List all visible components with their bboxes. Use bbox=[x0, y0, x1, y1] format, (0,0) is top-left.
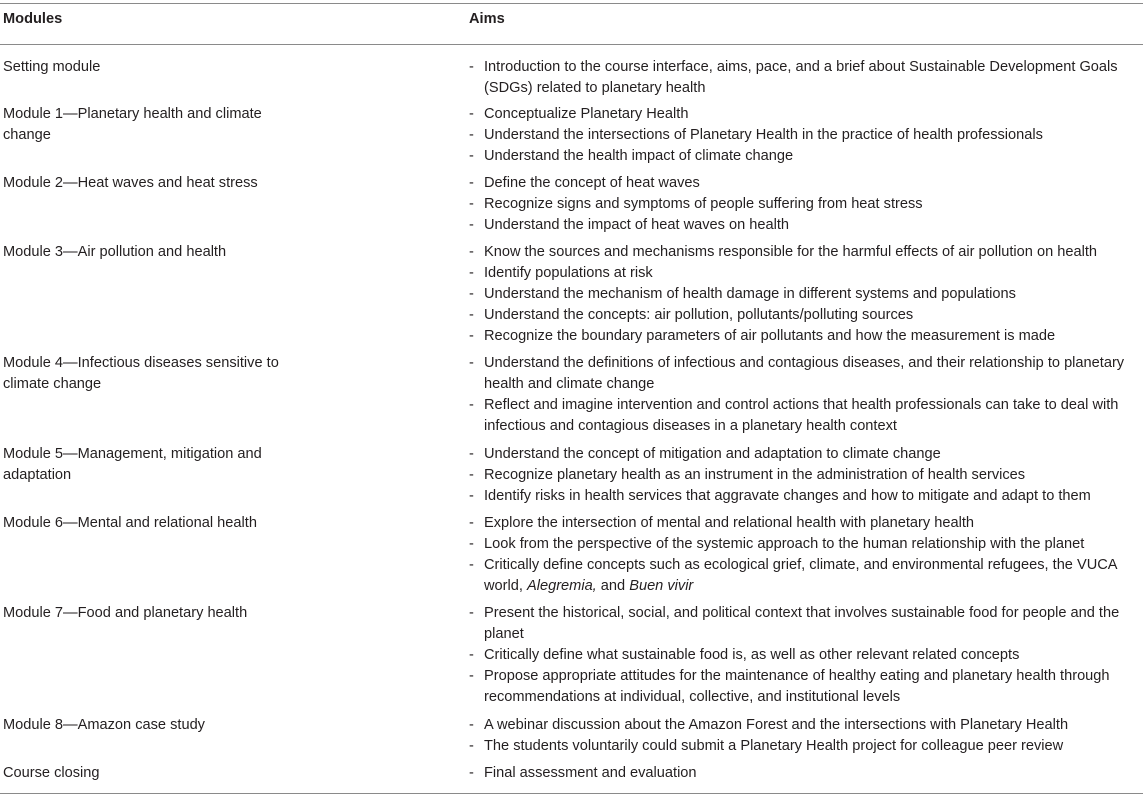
module-name: Module 5—Management, mitigation and adaptation bbox=[3, 446, 262, 483]
module-name: Module 2—Heat waves and heat stress bbox=[3, 175, 258, 191]
aim-item: - Understand the health impact of climate change bbox=[469, 148, 794, 164]
aim-item: - Understand the concepts: air pollution, pollutants/polluting sources bbox=[469, 307, 914, 323]
aim-item: - Propose appropriate attitudes for the maintenance of healthy eating and planetary health through recommendations at individual, collective, and institutional levels bbox=[469, 668, 1110, 705]
module-name: Module 1—Planetary health and climate change bbox=[3, 106, 262, 143]
aim-item: - Critically define what sustainable food is, as well as other relevant related concepts bbox=[469, 647, 1020, 663]
module-name: Course closing bbox=[3, 765, 100, 781]
aim-item: - Critically define concepts such as ecological grief, climate, and environmental refugees, the VUCA world, Alegremia, and Buen vivir bbox=[469, 557, 1117, 594]
aim-item: - Conceptualize Planetary Health bbox=[469, 106, 689, 122]
module-name: Setting module bbox=[3, 59, 101, 75]
module-name: Module 8—Amazon case study bbox=[3, 717, 205, 733]
aims-list bbox=[469, 353, 1141, 437]
aims-list bbox=[469, 603, 1141, 708]
aim-item: - Identify populations at risk bbox=[469, 265, 653, 281]
aim-item: - The students voluntarily could submit a Planetary Health project for colleague peer review bbox=[469, 738, 1064, 754]
aims-list bbox=[469, 763, 1141, 784]
aim-item: - Look from the perspective of the systemic approach to the human relationship with the planet bbox=[469, 536, 1085, 552]
aim-item: - Final assessment and evaluation bbox=[469, 765, 697, 781]
header-rule bbox=[0, 44, 1143, 45]
aims-list bbox=[469, 57, 1141, 99]
module-name: Module 7—Food and planetary health bbox=[3, 605, 248, 621]
aims-list bbox=[469, 715, 1141, 757]
aim-item: - Explore the intersection of mental and relational health with planetary health bbox=[469, 515, 975, 531]
aim-item: - Recognize planetary health as an instrument in the administration of health services bbox=[469, 467, 1026, 483]
header-modules: Modules bbox=[3, 11, 63, 27]
table-top-rule bbox=[0, 3, 1143, 4]
aim-item: - Define the concept of heat waves bbox=[469, 175, 700, 191]
aim-item: - Understand the intersections of Planetary Health in the practice of health professionals bbox=[469, 127, 1043, 143]
aims-list bbox=[469, 242, 1141, 347]
aim-item: - Understand the impact of heat waves on health bbox=[469, 217, 790, 233]
aim-item: - Reflect and imagine intervention and control actions that health professionals can take to deal with infectious and contagious diseases in a planetary health context bbox=[469, 397, 1119, 434]
module-name: Module 6—Mental and relational health bbox=[3, 515, 257, 531]
aim-item: - Present the historical, social, and political context that involves sustainable food for people and the planet bbox=[469, 605, 1120, 642]
aims-list bbox=[469, 444, 1141, 507]
aim-item: - Identify risks in health services that aggravate changes and how to mitigate and adapt to them bbox=[469, 488, 1091, 504]
module-name: Module 3—Air pollution and health bbox=[3, 244, 227, 260]
table-bottom-rule bbox=[0, 793, 1143, 794]
aim-item: - Recognize signs and symptoms of people suffering from heat stress bbox=[469, 196, 923, 212]
aims-list bbox=[469, 513, 1141, 597]
aim-item: - Understand the concept of mitigation and adaptation to climate change bbox=[469, 446, 941, 462]
aim-item: - Understand the mechanism of health damage in different systems and populations bbox=[469, 286, 1016, 302]
aim-item: - A webinar discussion about the Amazon Forest and the intersections with Planetary Health bbox=[469, 717, 1069, 733]
aims-list bbox=[469, 104, 1141, 167]
aim-item: - Recognize the boundary parameters of air pollutants and how the measurement is made bbox=[469, 328, 1056, 344]
aim-item: - Understand the definitions of infectious and contagious diseases, and their relationship to planetary health and climate change bbox=[469, 355, 1125, 392]
aim-item: - Know the sources and mechanisms responsible for the harmful effects of air pollution on health bbox=[469, 244, 1098, 260]
aim-item: - Introduction to the course interface, aims, pace, and a brief about Sustainable Development Goals (SDGs) related to planetary health bbox=[469, 59, 1118, 96]
header-aims: Aims bbox=[469, 11, 505, 27]
aims-list bbox=[469, 173, 1141, 236]
module-name: Module 4—Infectious diseases sensitive to climate change bbox=[3, 355, 279, 392]
